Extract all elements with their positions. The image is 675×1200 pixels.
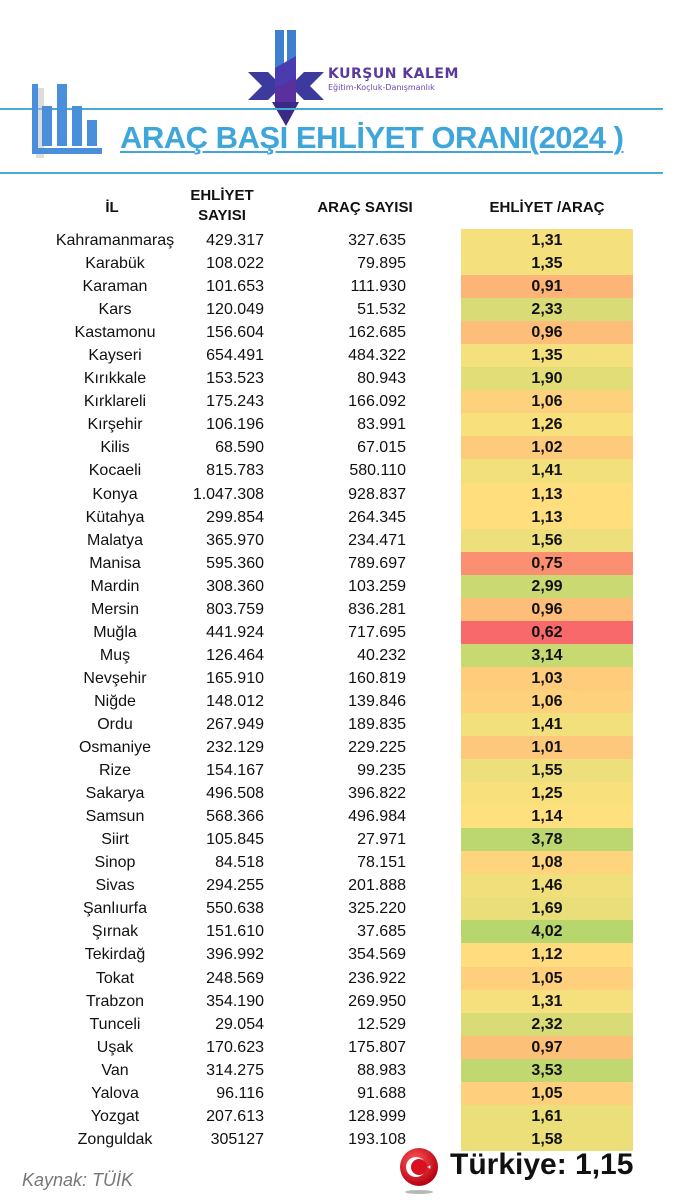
table-row [0,667,675,690]
table-row [0,828,675,851]
header-ehliyet-line1: EHLİYET [190,187,254,204]
cell-arac: 264.345 [348,508,406,526]
cell-ehliyet: 568.366 [206,808,264,826]
cell-ehliyet: 429.317 [206,232,264,249]
cell-ratio: 1,13 [461,483,633,506]
turkey-flag-icon [398,1146,440,1196]
table-row [0,621,675,644]
cell-ehliyet: 120.049 [206,301,264,319]
cell-ehliyet: 441.924 [206,623,264,641]
table-row [0,390,675,413]
cell-il: Malatya [86,531,144,549]
table-row [0,252,675,275]
cell-il: Kahramanmaraş [55,232,175,249]
cell-arac: 67.015 [357,439,406,457]
table-row [0,690,675,713]
cell-arac: 327.635 [348,232,406,249]
bar-chart-icon [22,82,110,164]
cell-ehliyet: 496.508 [206,785,264,803]
table-row [0,990,675,1013]
data-table [0,229,675,1151]
cell-ehliyet: 165.910 [206,669,264,687]
cell-arac: 484.322 [348,347,406,365]
cell-il: Şanlıurfa [82,900,148,918]
cell-ratio: 0,96 [461,598,633,621]
cell-ehliyet: 29.054 [215,1015,264,1033]
table-row [0,275,675,298]
cell-il: Kocaeli [88,462,142,480]
cell-ratio: 0,96 [461,321,633,344]
cell-il: Kastamonu [74,324,156,342]
cell-ratio: 1,06 [461,690,633,713]
cell-ratio: 1,56 [461,529,633,552]
cell-il: Kırşehir [87,416,143,434]
table-row [0,1082,675,1105]
cell-ratio: 2,99 [461,575,633,598]
cell-ratio: 3,78 [461,828,633,851]
table-row [0,851,675,874]
cell-ehliyet: 354.190 [206,992,264,1010]
table-row [0,229,675,252]
cell-il: Van [101,1061,129,1079]
title-divider [0,172,663,174]
cell-arac: 234.471 [348,531,406,549]
cell-il: Rize [98,762,131,780]
cell-arac: 79.895 [357,255,406,273]
cell-ratio: 1,25 [461,782,633,805]
cell-ratio: 2,32 [461,1013,633,1036]
cell-ratio: 1,01 [461,736,633,759]
cell-il: Muğla [93,623,137,641]
cell-arac: 236.922 [348,969,406,987]
cell-arac: 88.983 [357,1061,406,1079]
header-il: İL [105,199,119,216]
cell-arac: 201.888 [348,877,406,895]
cell-ratio: 0,62 [461,621,633,644]
cell-ehliyet: 550.638 [206,900,264,918]
cell-il: Şırnak [91,923,139,941]
cell-ehliyet: 232.129 [206,739,264,757]
cell-ratio: 1,55 [461,759,633,782]
cell-il: Karabük [85,255,145,273]
cell-arac: 325.220 [348,900,406,918]
cell-ehliyet: 308.360 [206,577,264,595]
cell-il: Siirt [101,831,129,849]
cell-arac: 354.569 [348,946,406,964]
source-note: Kaynak: TÜİK [22,1170,134,1190]
cell-ratio: 1,35 [461,344,633,367]
header-arac: ARAÇ SAYISI [317,199,413,216]
cell-ehliyet: 803.759 [206,600,264,618]
cell-arac: 269.950 [348,992,406,1010]
cell-il: Kırıkkale [83,370,147,388]
cell-il: Zonguldak [77,1130,153,1148]
cell-ehliyet: 84.518 [215,854,264,872]
kursun-kalem-logo [248,28,468,128]
table-row [0,805,675,828]
table-row [0,529,675,552]
cell-ratio: 1,05 [461,967,633,990]
header-ehliyet [172,186,272,226]
header-ehliyet-line2: SAYISI [198,207,246,224]
cell-arac: 99.235 [357,762,406,780]
cell-ehliyet: 68.590 [215,439,264,457]
cell-ratio: 1,58 [461,1128,633,1151]
cell-il: Samsun [85,808,145,826]
cell-ratio: 1,41 [461,713,633,736]
cell-ratio: 1,26 [461,413,633,436]
cell-il: Ordu [97,715,133,733]
cell-ehliyet: 96.116 [216,1084,264,1102]
cell-ratio: 0,91 [461,275,633,298]
logo-name: KURŞUN KALEM [328,66,459,82]
cell-il: Tunceli [89,1015,141,1033]
cell-il: Yozgat [90,1107,140,1125]
table-row [0,1105,675,1128]
table-row [0,782,675,805]
cell-ratio: 1,02 [461,436,633,459]
cell-ratio: 1,12 [461,943,633,966]
cell-ehliyet: 126.464 [206,646,264,664]
cell-il: Mersin [90,600,139,618]
table-row [0,552,675,575]
cell-ehliyet: 267.949 [206,715,264,733]
cell-il: Kars [98,301,132,319]
cell-ratio: 1,69 [461,897,633,920]
table-row [0,367,675,390]
cell-il: Niğde [94,692,136,710]
cell-arac: 789.697 [348,554,406,572]
table-row [0,920,675,943]
cell-il: Sinop [94,854,136,872]
table-row [0,506,675,529]
cell-arac: 27.971 [357,831,406,849]
table-row [0,575,675,598]
cell-arac: 396.822 [348,785,406,803]
cell-ehliyet: 153.523 [206,370,264,388]
cell-arac: 111.930 [350,278,406,296]
cell-ratio: 1,14 [461,805,633,828]
table-row [0,483,675,506]
cell-il: Kilis [100,439,130,457]
cell-ehliyet: 151.610 [206,923,264,941]
cell-arac: 139.846 [348,692,406,710]
cell-arac: 193.108 [348,1130,406,1148]
cell-arac: 91.688 [357,1084,406,1102]
cell-ratio: 1,03 [461,667,633,690]
cell-il: Yalova [91,1084,139,1102]
table-row [0,413,675,436]
cell-ehliyet: 815.783 [206,462,264,480]
cell-ehliyet: 175.243 [206,393,264,411]
table-row [0,298,675,321]
cell-arac: 580.110 [349,462,406,480]
table-row [0,344,675,367]
cell-ratio: 0,97 [461,1036,633,1059]
cell-il: Tokat [95,969,135,987]
cell-arac: 51.532 [357,301,406,319]
table-row [0,1036,675,1059]
cell-arac: 175.807 [348,1038,406,1056]
cell-ehliyet: 314.275 [206,1061,264,1079]
cell-ehliyet: 248.569 [206,969,264,987]
turkey-total: Türkiye: 1,15 [450,1148,634,1181]
page-title: ARAÇ BAŞI EHLİYET ORANI(2024 ) [120,120,624,155]
table-row [0,1059,675,1082]
cell-ratio: 1,08 [461,851,633,874]
table-row [0,874,675,897]
cell-il: Sivas [95,877,135,895]
cell-il: Mardin [90,577,140,595]
cell-ratio: 1,90 [461,367,633,390]
cell-ratio: 0,75 [461,552,633,575]
cell-ratio: 1,35 [461,252,633,275]
logo-text [328,66,459,92]
table-row [0,967,675,990]
cell-arac: 78.151 [357,854,406,872]
cell-ehliyet: 207.613 [206,1107,264,1125]
cell-il: Uşak [96,1038,134,1056]
cell-ratio: 1,61 [461,1105,633,1128]
cell-arac: 162.685 [348,324,406,342]
cell-il: Muş [99,646,131,664]
cell-il: Trabzon [85,992,145,1010]
cell-ratio: 1,31 [461,229,633,252]
cell-il: Karaman [82,278,148,296]
header-ratio: EHLİYET /ARAÇ [489,199,605,216]
cell-ratio: 1,06 [461,390,633,413]
cell-arac: 166.092 [348,393,406,411]
cell-arac: 836.281 [348,600,406,618]
table-row [0,598,675,621]
table-row [0,1013,675,1036]
cell-il: Manisa [89,554,141,572]
table-row [0,897,675,920]
cell-ehliyet: 106.196 [206,416,264,434]
table-row [0,713,675,736]
cell-ehliyet: 108.022 [206,255,264,273]
table-row [0,321,675,344]
cell-il: Nevşehir [83,669,147,687]
table-row [0,736,675,759]
cell-ehliyet: 396.992 [206,946,264,964]
pencil-kk-logo-icon [248,28,328,128]
cell-ehliyet: 305127 [210,1130,264,1148]
cell-ratio: 1,31 [461,990,633,1013]
cell-ehliyet: 148.012 [206,692,264,710]
cell-ehliyet: 170.623 [206,1038,264,1056]
cell-ratio: 1,05 [461,1082,633,1105]
cell-arac: 80.943 [357,370,406,388]
cell-ehliyet: 654.491 [206,347,264,365]
cell-il: Konya [92,485,138,503]
cell-arac: 37.685 [357,923,406,941]
cell-ehliyet: 294.255 [206,877,264,895]
cell-arac: 160.819 [348,669,406,687]
cell-ehliyet: 365.970 [206,531,264,549]
cell-ehliyet: 105.845 [206,831,264,849]
cell-arac: 103.259 [348,577,406,595]
cell-ratio: 1,41 [461,459,633,482]
table-row [0,943,675,966]
cell-ehliyet: 1.047.308 [192,485,264,503]
cell-il: Kütahya [85,508,145,526]
logo-subtitle: Eğitim-Koçluk-Danışmanlık [328,83,435,92]
cell-il: Osmaniye [78,739,152,757]
cell-il: Kayseri [88,347,142,365]
cell-arac: 40.232 [357,646,406,664]
table-row [0,644,675,667]
cell-il: Kırklareli [83,393,147,411]
cell-ehliyet: 154.167 [206,762,264,780]
cell-arac: 83.991 [357,416,406,434]
cell-arac: 496.984 [348,808,406,826]
cell-il: Tekirdağ [84,946,146,964]
table-row [0,459,675,482]
cell-arac: 229.225 [348,739,406,757]
cell-ehliyet: 156.604 [206,324,264,342]
cell-ratio: 3,14 [461,644,633,667]
cell-ratio: 1,46 [461,874,633,897]
cell-ehliyet: 101.653 [206,278,264,296]
cell-ehliyet: 299.854 [206,508,264,526]
cell-arac: 717.695 [348,623,406,641]
table-row [0,759,675,782]
cell-ratio: 3,53 [461,1059,633,1082]
cell-arac: 12.529 [357,1015,406,1033]
cell-ehliyet: 595.360 [206,554,264,572]
table-row [0,436,675,459]
cell-ratio: 1,13 [461,506,633,529]
cell-ratio: 2,33 [461,298,633,321]
cell-ratio: 4,02 [461,920,633,943]
cell-il: Sakarya [85,785,145,803]
cell-arac: 189.835 [348,715,406,733]
cell-arac: 128.999 [348,1107,406,1125]
cell-arac: 928.837 [348,485,406,503]
